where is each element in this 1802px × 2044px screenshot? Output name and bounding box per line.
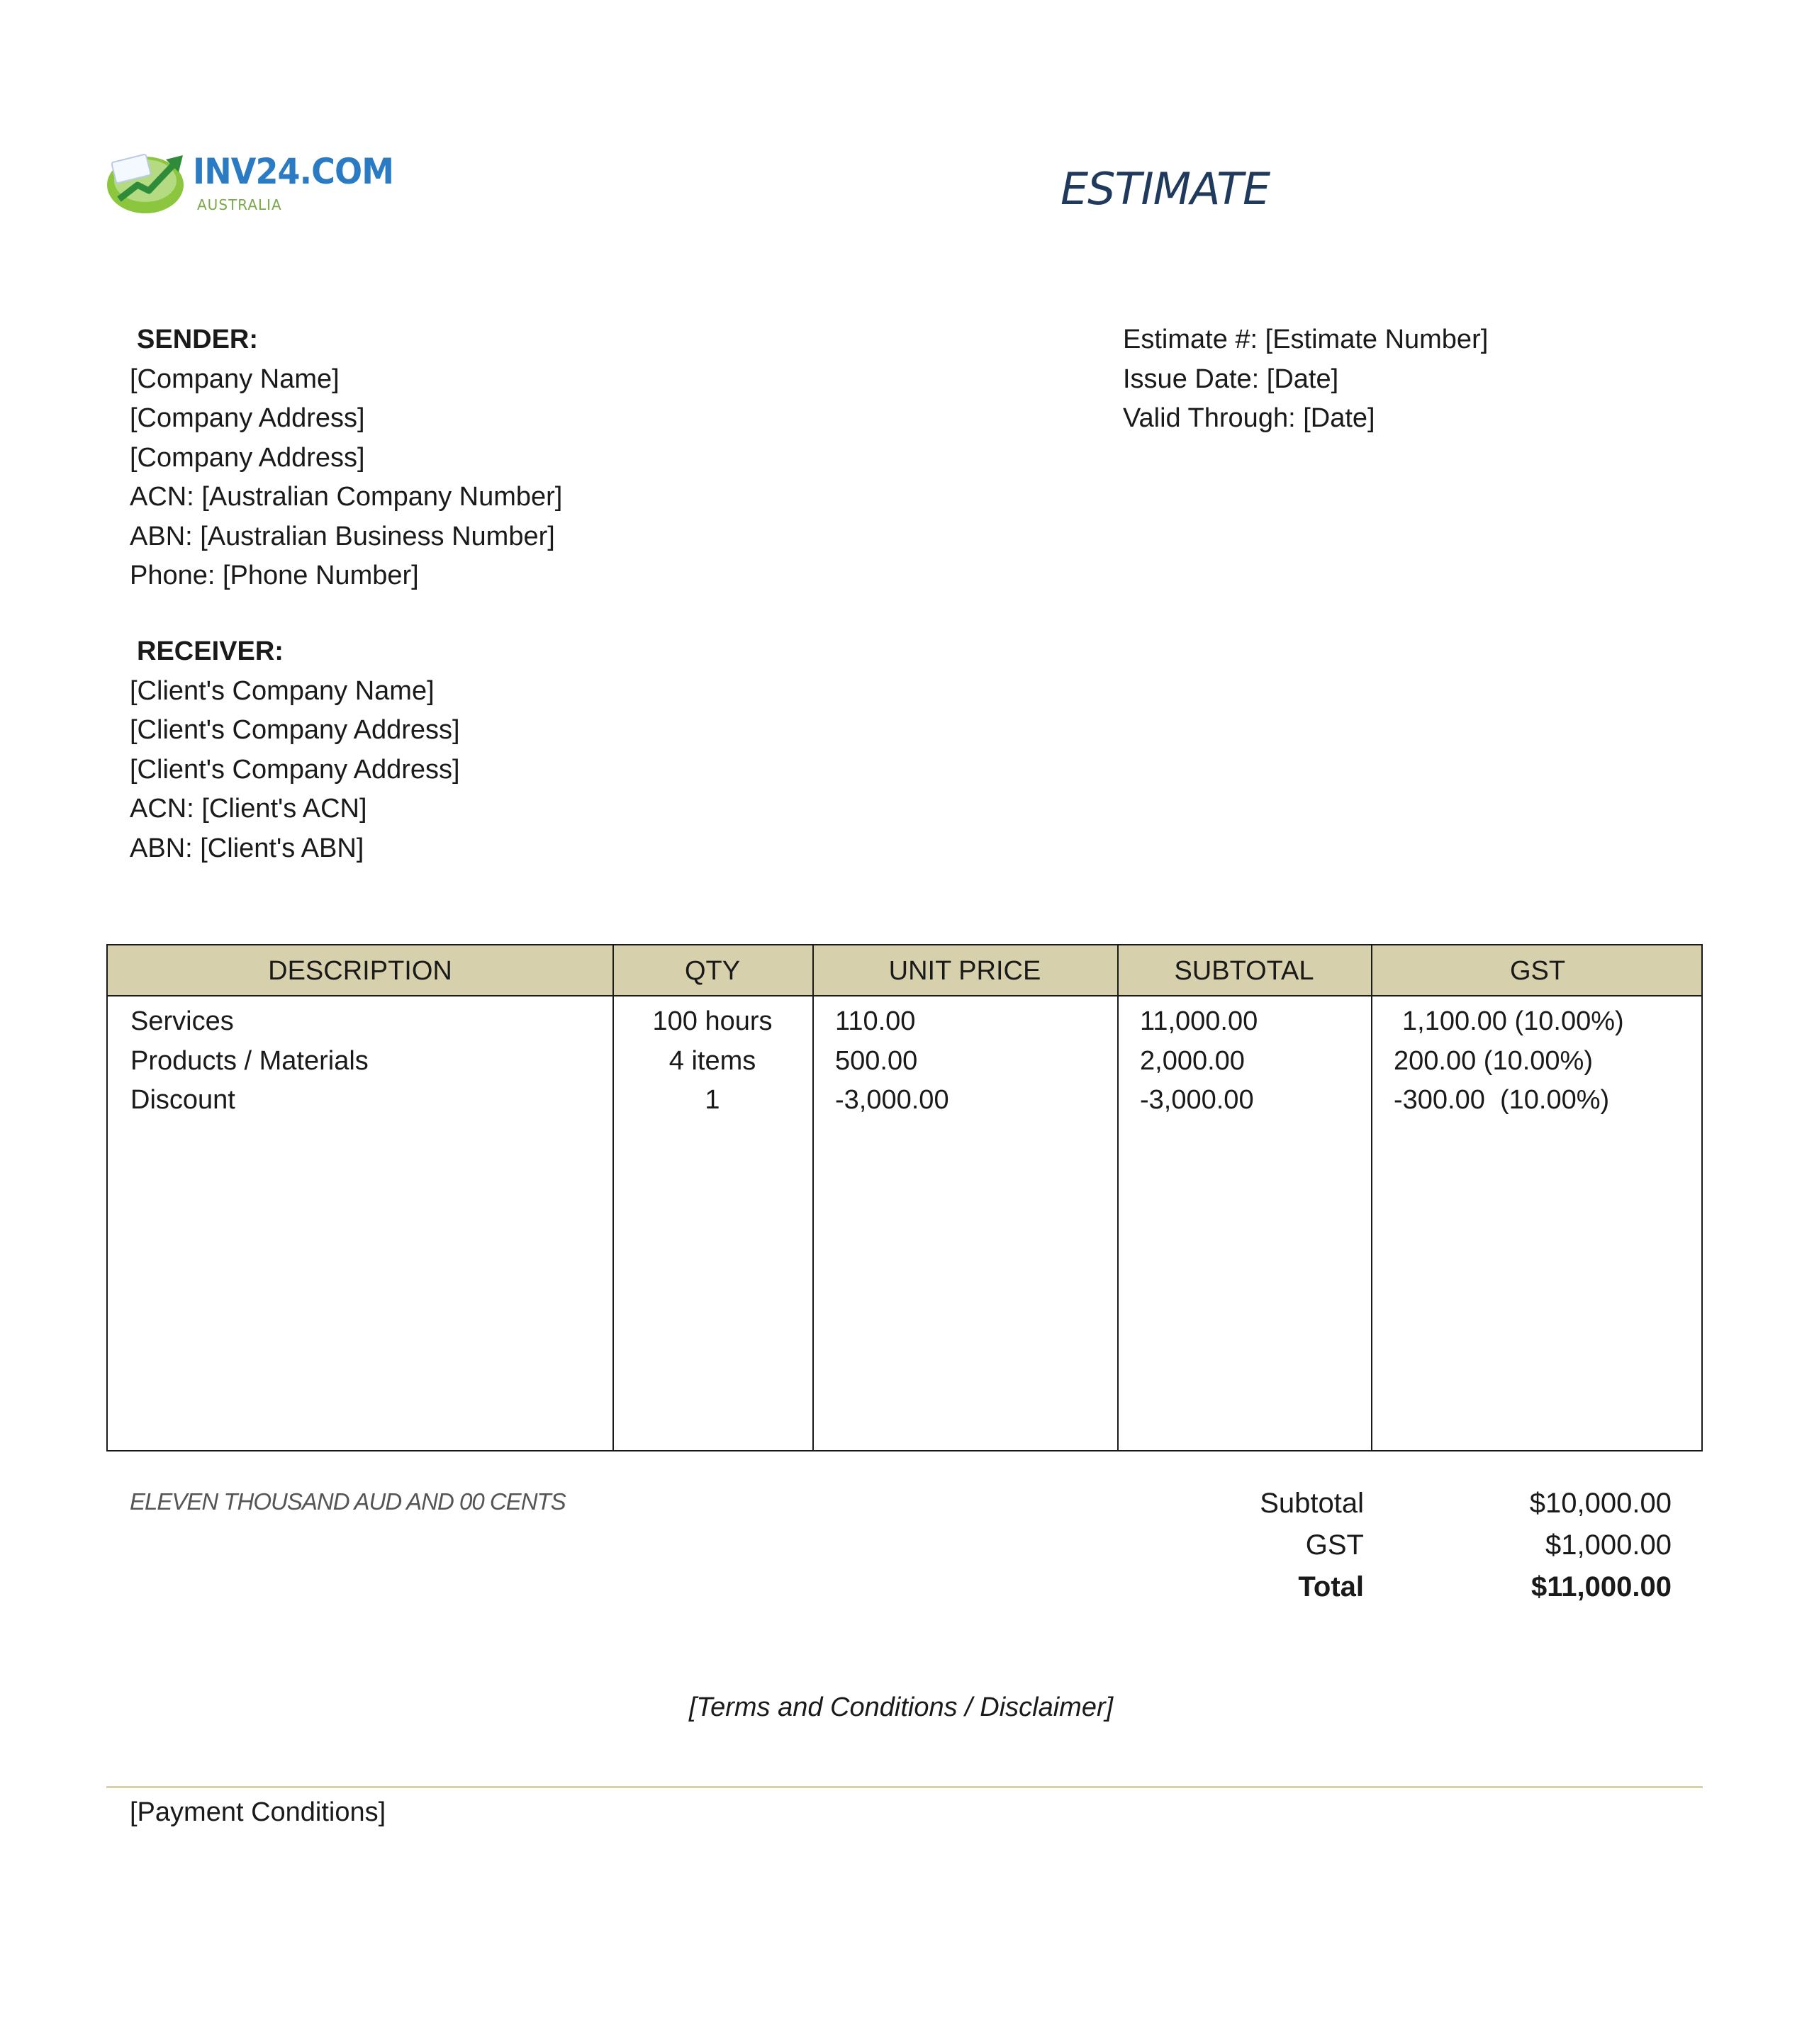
row-qty: 1 [705,1085,720,1115]
company-logo [106,145,394,223]
total-label: Total [1298,1571,1364,1602]
amount-in-words: ELEVEN THOUSAND AUD AND 00 CENTS [130,1488,566,1515]
sender-block [130,320,562,596]
sender-phone: Phone: [Phone Number] [130,561,419,590]
total-value: $11,000.00 [1531,1571,1672,1602]
row-description: Discount [130,1085,235,1115]
sender-address-2: [Company Address] [130,442,365,473]
column-divider [1371,945,1372,1450]
receiver-address-2: [Client's Company Address] [130,754,460,785]
estimate-number: Estimate #: [Estimate Number] [1123,325,1489,354]
header-subtotal: SUBTOTAL [1174,956,1314,986]
row-subtotal: 2,000.00 [1140,1045,1245,1076]
estimate-meta [1123,320,1488,439]
row-description: Services [130,1006,234,1036]
gst-label: GST [1305,1529,1364,1561]
footer-divider [106,1786,1703,1788]
chart-arrow-logo-icon [106,145,190,216]
subtotal-value: $10,000.00 [1529,1488,1672,1519]
row-unit-price: 500.00 [835,1045,918,1076]
header-gst: GST [1509,956,1566,986]
receiver-block [130,632,460,868]
row-subtotal: -3,000.00 [1140,1085,1254,1115]
issue-date: Issue Date: [Date] [1123,364,1339,394]
sender-heading: SENDER: [137,325,259,354]
row-unit-price: -3,000.00 [835,1085,949,1115]
gst-value: $1,000.00 [1545,1529,1672,1561]
row-gst: 1,100.00 (10.00%) [1402,1006,1624,1036]
row-qty: 100 hours [652,1006,773,1036]
payment-conditions: [Payment Conditions] [130,1797,386,1827]
header-qty: QTY [684,956,741,986]
receiver-company-name: [Client's Company Name] [130,675,435,706]
column-divider [1117,945,1119,1450]
sender-company-name: [Company Name] [130,364,340,394]
column-divider [812,945,814,1450]
document-title: ESTIMATE [1061,163,1270,215]
sender-acn: ACN: [Australian Company Number] [130,482,563,512]
receiver-acn: ACN: [Client's ACN] [130,794,367,824]
line-items-table [106,944,1703,1451]
receiver-heading: RECEIVER: [137,636,284,666]
header-unit-price: UNIT PRICE [888,956,1041,986]
header-description: DESCRIPTION [268,956,452,986]
row-subtotal: 11,000.00 [1140,1006,1258,1036]
valid-through: Valid Through: [Date] [1123,403,1375,433]
sender-address-1: [Company Address] [130,403,365,433]
row-unit-price: 110.00 [835,1006,916,1036]
row-description: Products / Materials [130,1045,369,1076]
totals-values [1530,1483,1672,1608]
logo-region: AUSTRALIA [197,196,282,213]
row-gst: 200.00 (10.00%) [1394,1045,1593,1076]
receiver-address-1: [Client's Company Address] [130,715,460,745]
row-gst: -300.00 (10.00%) [1394,1085,1610,1115]
sender-abn: ABN: [Australian Business Number] [130,521,555,551]
terms-and-conditions: [Terms and Conditions / Disclaimer] [688,1692,1114,1722]
logo-name: INV24.COM [193,151,394,192]
row-qty: 4 items [668,1045,756,1076]
totals-labels [1260,1483,1364,1608]
receiver-abn: ABN: [Client's ABN] [130,833,364,863]
subtotal-label: Subtotal [1260,1488,1364,1519]
